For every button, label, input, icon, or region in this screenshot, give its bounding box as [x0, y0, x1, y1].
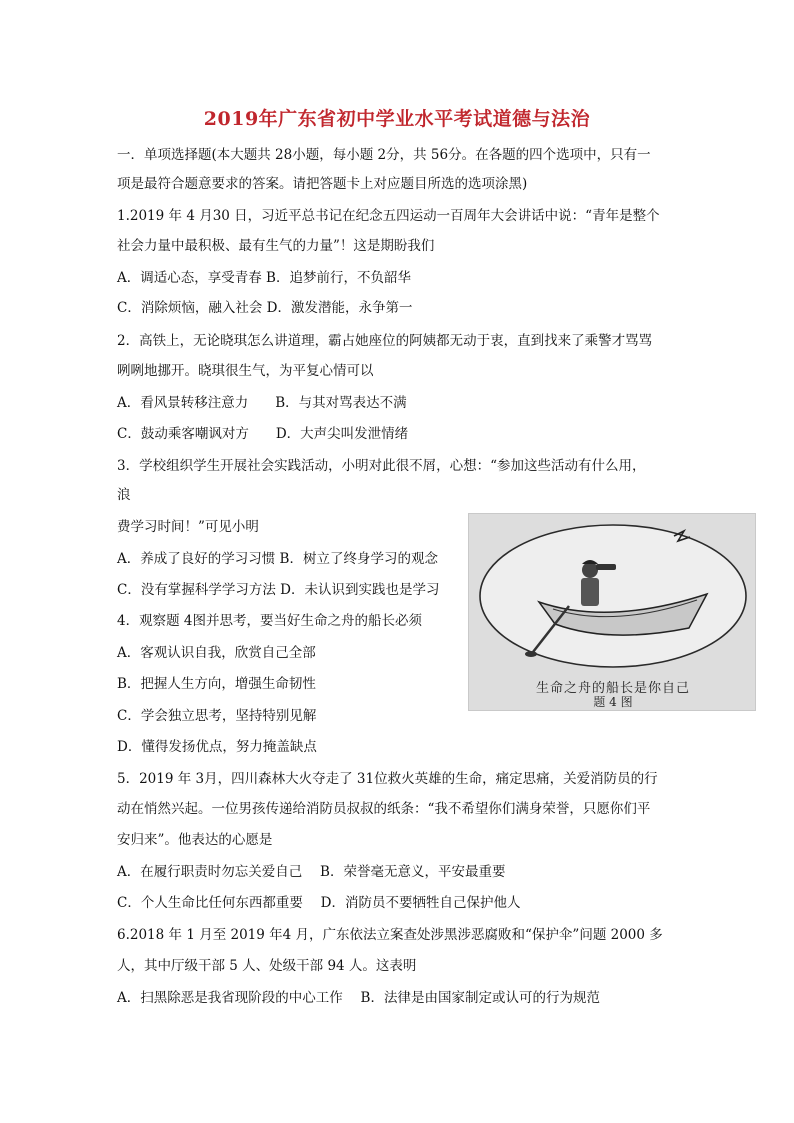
q6-options-ab: A．扫黑除恶是我省现阶段的中心工作 B．法律是由国家制定或认可的行为规范: [117, 990, 600, 1006]
captain-figure-icon: [581, 578, 599, 606]
q6-stem-line-1: 6.2018 年 1 月至 2019 年4 月，广东依法立案查处涉黑涉恶腐败和“保护伞”问题 2000 多: [117, 927, 663, 943]
q3-stem-line-2: 浪: [117, 487, 131, 503]
q1-stem-line-2: 社会力量中最积极、最有生气的力量”！这是期盼我们: [117, 238, 435, 254]
q4-figure: [468, 513, 756, 711]
q1-options-ab: A．调适心态，享受青春 B．追梦前行，不负韶华: [117, 270, 411, 286]
q4-option-c: C．学会独立思考，坚持特别见解: [117, 708, 317, 724]
q5-stem-line-1: 5．2019 年 3月，四川森林大火夺走了 31位救火英雄的生命，痛定思痛，关爱消防员的行: [117, 771, 658, 787]
q5-options-ab: A．在履行职责时勿忘关爱自己 B．荣誉毫无意义，平安最重要: [117, 864, 506, 880]
q4-option-d: D．懂得发扬优点，努力掩盖缺点: [117, 739, 317, 755]
section-instruction-line-2: 项是最符合题意要求的答案。请把答题卡上对应题目所选的选项涂黑): [117, 176, 528, 192]
q2-options-ab: A．看风景转移注意力 B．与其对骂表达不满: [117, 395, 407, 411]
q5-stem-line-3: 安归来”。他表达的心愿是: [117, 832, 273, 848]
q2-stem-line-1: 2．高铁上，无论晓琪怎么讲道理，霸占她座位的阿姨都无动于衷，直到找来了乘警才骂骂: [117, 333, 653, 349]
q3-stem-line-1: 3．学校组织学生开展社会实践活动，小明对此很不屑，心想：“参加这些活动有什么用，: [117, 458, 646, 474]
section-instruction-line-1: 一．单项选择题(本大题共 28小题，每小题 2分，共 56分。在各题的四个选项中，只有一: [117, 147, 651, 163]
q3-stem-line-3: 费学习时间！”可见小明: [117, 519, 259, 535]
q1-options-cd: C．消除烦恼，融入社会 D．激发潜能，永争第一: [117, 300, 413, 316]
telescope-icon: [596, 564, 616, 570]
q2-stem-line-2: 咧咧地挪开。晓琪很生气，为平复心情可以: [117, 363, 374, 379]
q5-stem-line-2: 动在悄然兴起。一位男孩传递给消防员叔叔的纸条：“我不希望你们满身荣誉，只愿你们平: [117, 801, 651, 817]
figure-caption: 生命之舟的船长是你自己: [535, 681, 690, 696]
q3-options-cd: C．没有掌握科学学习方法 D．未认识到实践也是学习: [117, 582, 440, 598]
figure-label: 题 4 图: [593, 695, 633, 709]
q4-stem: 4．观察题 4图并思考，要当好生命之舟的船长必须: [117, 613, 422, 629]
q4-option-b: B．把握人生方向，增强生命韧性: [117, 676, 316, 692]
q5-options-cd: C．个人生命比任何东西都重要 D．消防员不要牺牲自己保护他人: [117, 895, 521, 911]
q1-stem-line-1: 1.2019 年 4 月30 日，习近平总书记在纪念五四运动一百周年大会讲话中说：“青年是整个: [117, 208, 660, 224]
q6-stem-line-2: 人，其中厅级干部 5 人、处级干部 94 人。这表明: [117, 958, 417, 974]
q2-options-cd: C．鼓动乘客嘲讽对方 D．大声尖叫发泄情绪: [117, 426, 409, 442]
page-title: 2019年广东省初中学业水平考试道德与法治: [203, 108, 591, 130]
q3-options-ab: A．养成了良好的学习习惯 B．树立了终身学习的观念: [117, 551, 438, 567]
q4-option-a: A．客观认识自我，欣赏自己全部: [117, 645, 316, 661]
